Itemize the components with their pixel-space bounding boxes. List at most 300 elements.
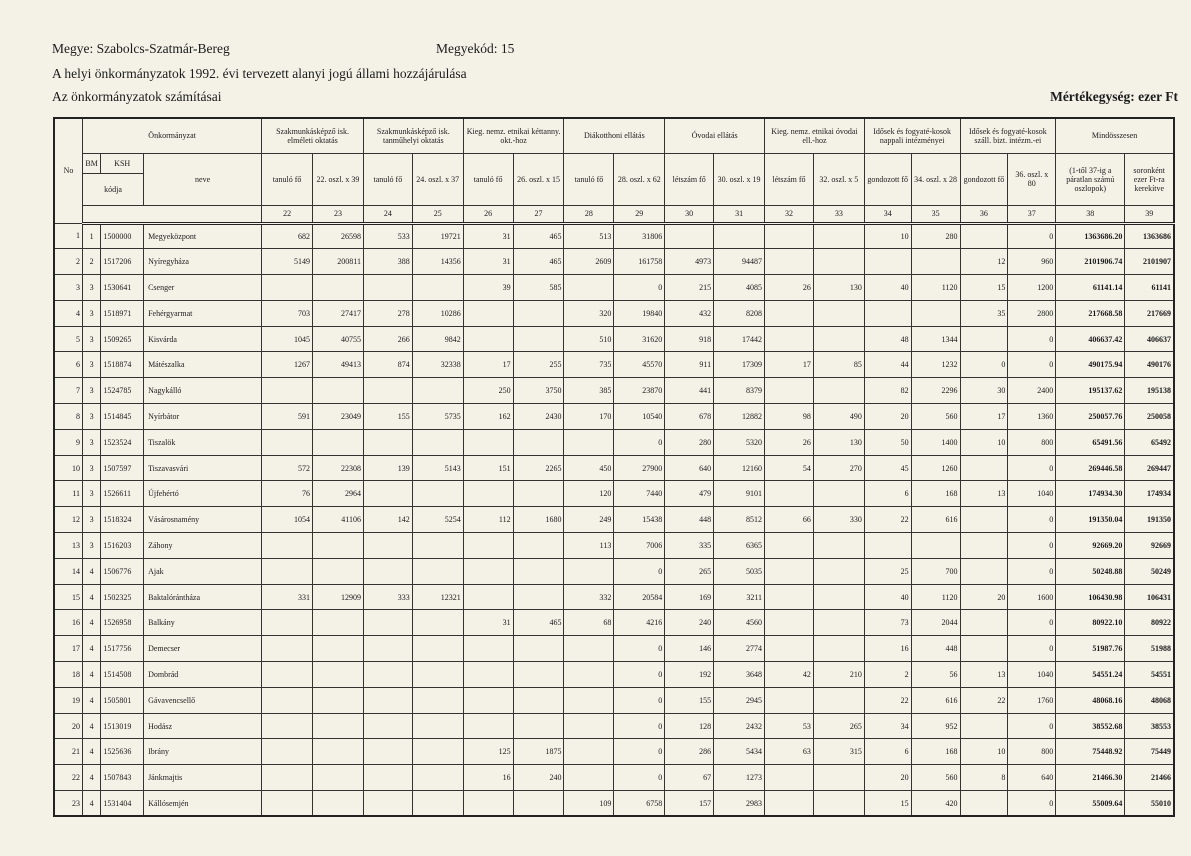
table-cell: 1526611 <box>101 481 144 507</box>
table-cell: 157 <box>665 791 714 817</box>
table-cell: 215 <box>665 275 714 301</box>
table-cell: 1267 <box>262 352 313 378</box>
table-cell <box>864 533 911 559</box>
table-cell <box>813 326 864 352</box>
table-cell: 6365 <box>714 533 765 559</box>
table-cell: 12160 <box>714 455 765 481</box>
table-cell: 130 <box>813 275 864 301</box>
table-cell: 14356 <box>412 249 463 275</box>
table-cell: 8208 <box>714 300 765 326</box>
table-cell <box>513 326 564 352</box>
municipality-name: Nyíregyháza <box>144 249 262 275</box>
table-cell: 450 <box>564 455 614 481</box>
table-cell: 0 <box>614 662 665 688</box>
col-39: soronként ezer Ft-ra kerekítve <box>1125 153 1174 205</box>
group-idosek-szall: Idősek és fogyaté-kosok száll. bizt. intézm.-ei <box>960 118 1056 153</box>
table-cell: 6 <box>864 481 911 507</box>
col-31: 30. oszl. x 19 <box>714 153 765 205</box>
col-ksh: KSH <box>101 153 144 173</box>
col-25: 24. oszl. x 37 <box>412 153 463 205</box>
table-cell <box>564 558 614 584</box>
table-cell: 269446.58 <box>1056 455 1125 481</box>
table-cell: 1760 <box>1008 687 1056 713</box>
table-cell <box>813 378 864 404</box>
table-cell <box>313 610 364 636</box>
table-cell: 8 <box>54 404 83 430</box>
table-cell: 700 <box>911 558 960 584</box>
col-22: tanuló fő <box>262 153 313 205</box>
col-onkormanyzat: Önkormányzat <box>83 118 262 153</box>
table-cell: 1531404 <box>101 791 144 817</box>
table-cell <box>412 713 463 739</box>
col-34: gondozott fő <box>864 153 911 205</box>
table-cell <box>463 481 513 507</box>
table-cell: 82 <box>864 378 911 404</box>
table-cell: 16 <box>463 765 513 791</box>
table-cell: 1120 <box>911 584 960 610</box>
table-cell: 15438 <box>614 507 665 533</box>
table-cell: 5 <box>54 326 83 352</box>
table-cell: 0 <box>1008 636 1056 662</box>
table-cell <box>513 584 564 610</box>
table-cell: 26 <box>765 429 814 455</box>
table-cell: 250057.76 <box>1056 404 1125 430</box>
table-cell <box>813 249 864 275</box>
table-cell <box>363 687 412 713</box>
table-cell: 0 <box>614 429 665 455</box>
table-cell <box>463 558 513 584</box>
table-cell: 12321 <box>412 584 463 610</box>
table-cell: 448 <box>911 636 960 662</box>
table-cell: 320 <box>564 300 614 326</box>
table-cell: 5035 <box>714 558 765 584</box>
table-cell: 68 <box>564 610 614 636</box>
col-neve: neve <box>144 153 262 205</box>
municipality-name: Újfehértó <box>144 481 262 507</box>
table-cell <box>765 533 814 559</box>
table-cell: 490 <box>813 404 864 430</box>
table-cell <box>262 713 313 739</box>
table-cell: 4 <box>54 300 83 326</box>
table-cell: 146 <box>665 636 714 662</box>
table-cell: 65492 <box>1125 429 1174 455</box>
table-cell <box>363 558 412 584</box>
col-23: 22. oszl. x 39 <box>313 153 364 205</box>
table-cell <box>363 533 412 559</box>
table-cell: 49413 <box>313 352 364 378</box>
table-cell: 560 <box>911 765 960 791</box>
table-cell: 1 <box>83 223 101 249</box>
table-cell: 65491.56 <box>1056 429 1125 455</box>
table-cell: 3 <box>83 481 101 507</box>
col-33: 32. oszl. x 5 <box>813 153 864 205</box>
table-cell: 3 <box>83 275 101 301</box>
table-cell <box>813 481 864 507</box>
table-cell: 286 <box>665 739 714 765</box>
table-cell: 1360 <box>1008 404 1056 430</box>
table-cell: 388 <box>363 249 412 275</box>
table-row <box>54 404 1174 430</box>
table-row <box>54 687 1174 713</box>
table-cell <box>262 739 313 765</box>
table-cell <box>363 481 412 507</box>
table-cell <box>960 455 1008 481</box>
table-cell <box>262 765 313 791</box>
document-title: A helyi önkormányzatok 1992. évi tervezett alanyi jogú állami hozzájárulása <box>52 66 467 81</box>
group-etnikai-okt: Kieg. nemz. etnikai kéttanny. okt.-hoz <box>463 118 564 153</box>
table-cell: 1875 <box>513 739 564 765</box>
table-cell <box>463 300 513 326</box>
table-cell: 5149 <box>262 249 313 275</box>
table-cell <box>363 275 412 301</box>
table-cell: 2 <box>864 662 911 688</box>
table-cell: 2296 <box>911 378 960 404</box>
table-cell: 6 <box>864 739 911 765</box>
table-cell: 10 <box>864 223 911 249</box>
table-cell <box>513 713 564 739</box>
table-cell: 10286 <box>412 300 463 326</box>
municipality-name: Csenger <box>144 275 262 301</box>
table-cell: 2101906.74 <box>1056 249 1125 275</box>
table-cell: 34 <box>864 713 911 739</box>
col-number-38: 38 <box>1056 205 1125 223</box>
table-cell: 406637 <box>1125 326 1174 352</box>
table-cell <box>765 378 814 404</box>
table-cell: 2 <box>54 249 83 275</box>
table-cell: 250058 <box>1125 404 1174 430</box>
table-cell: 26598 <box>313 223 364 249</box>
table-cell <box>911 249 960 275</box>
table-cell: 54551.24 <box>1056 662 1125 688</box>
table-cell <box>564 636 614 662</box>
table-cell: 735 <box>564 352 614 378</box>
table-cell: 1120 <box>911 275 960 301</box>
col-number-33: 33 <box>813 205 864 223</box>
county-code-label: Megyekód: 15 <box>436 41 515 56</box>
table-cell: 151 <box>463 455 513 481</box>
table-cell: 1363686 <box>1125 223 1174 249</box>
table-cell: 19721 <box>412 223 463 249</box>
municipality-name: Ibrány <box>144 739 262 765</box>
table-cell: 0 <box>1008 713 1056 739</box>
table-cell <box>463 636 513 662</box>
table-cell: 22 <box>864 687 911 713</box>
table-cell <box>412 481 463 507</box>
table-cell: 265 <box>813 713 864 739</box>
table-cell <box>363 610 412 636</box>
municipality-name: Dombrád <box>144 662 262 688</box>
table-cell: 2774 <box>714 636 765 662</box>
table-cell: 0 <box>1008 533 1056 559</box>
table-cell <box>714 223 765 249</box>
municipality-name: Fehérgyarmat <box>144 300 262 326</box>
table-cell <box>765 610 814 636</box>
table-cell: 1040 <box>1008 662 1056 688</box>
table-cell <box>262 378 313 404</box>
table-cell: 20 <box>864 765 911 791</box>
table-row <box>54 300 1174 326</box>
table-cell: 200811 <box>313 249 364 275</box>
table-cell: 3 <box>83 352 101 378</box>
table-cell: 12 <box>960 249 1008 275</box>
table-cell: 20 <box>960 584 1008 610</box>
table-cell: 1680 <box>513 507 564 533</box>
table-cell: 139 <box>363 455 412 481</box>
table-cell: 490176 <box>1125 352 1174 378</box>
table-cell: 703 <box>262 300 313 326</box>
table-cell: 48 <box>864 326 911 352</box>
table-cell: 22308 <box>313 455 364 481</box>
table-cell <box>363 662 412 688</box>
col-38: (1-től 37-ig a páratlan számú oszlopok) <box>1056 153 1125 205</box>
table-cell: 67 <box>665 765 714 791</box>
table-cell <box>813 765 864 791</box>
table-cell: 51987.76 <box>1056 636 1125 662</box>
table-cell <box>313 275 364 301</box>
table-cell: 1600 <box>1008 584 1056 610</box>
table-cell <box>960 507 1008 533</box>
table-cell <box>262 662 313 688</box>
table-cell: 1524785 <box>101 378 144 404</box>
table-cell <box>813 636 864 662</box>
table-cell: 42 <box>765 662 814 688</box>
table-row <box>54 275 1174 301</box>
table-cell: 4 <box>83 636 101 662</box>
table-cell: 66 <box>765 507 814 533</box>
table-cell: 420 <box>911 791 960 817</box>
table-cell <box>412 765 463 791</box>
table-row <box>54 507 1174 533</box>
table-cell: 7006 <box>614 533 665 559</box>
table-cell <box>960 791 1008 817</box>
col-number-24: 24 <box>363 205 412 223</box>
table-cell <box>765 249 814 275</box>
table-cell: 27900 <box>614 455 665 481</box>
table-cell: 73 <box>864 610 911 636</box>
table-cell: 98 <box>765 404 814 430</box>
table-cell: 616 <box>911 507 960 533</box>
table-cell: 16 <box>864 636 911 662</box>
table-cell: 54 <box>765 455 814 481</box>
group-idosek-nappali: Idősek és fogyaté-kosok nappali intézményei <box>864 118 960 153</box>
table-cell <box>960 713 1008 739</box>
table-cell: 640 <box>665 455 714 481</box>
table-cell: 17 <box>765 352 814 378</box>
table-cell: 441 <box>665 378 714 404</box>
table-cell: 21 <box>54 739 83 765</box>
col-number-32: 32 <box>765 205 814 223</box>
col-37: 36. oszl. x 80 <box>1008 153 1056 205</box>
table-cell <box>864 300 911 326</box>
table-cell: 170 <box>564 404 614 430</box>
table-cell: 75448.92 <box>1056 739 1125 765</box>
table-cell: 3 <box>83 507 101 533</box>
table-cell: 4 <box>83 584 101 610</box>
table-cell: 280 <box>665 429 714 455</box>
table-cell <box>813 584 864 610</box>
table-cell: 678 <box>665 404 714 430</box>
table-cell: 5143 <box>412 455 463 481</box>
table-cell: 54551 <box>1125 662 1174 688</box>
table-cell: 0 <box>614 739 665 765</box>
table-cell: 22 <box>864 507 911 533</box>
table-cell: 1516203 <box>101 533 144 559</box>
table-cell: 20584 <box>614 584 665 610</box>
table-cell <box>765 300 814 326</box>
table-cell: 591 <box>262 404 313 430</box>
table-cell: 41106 <box>313 507 364 533</box>
table-cell: 31806 <box>614 223 665 249</box>
table-cell: 191350 <box>1125 507 1174 533</box>
table-cell: 155 <box>363 404 412 430</box>
table-cell: 952 <box>911 713 960 739</box>
table-row <box>54 533 1174 559</box>
document-subtitle: Az önkormányzatok számításai <box>52 89 222 104</box>
table-cell: 1513019 <box>101 713 144 739</box>
table-cell: 1400 <box>911 429 960 455</box>
table-cell: 1523524 <box>101 429 144 455</box>
table-cell: 19840 <box>614 300 665 326</box>
table-row <box>54 610 1174 636</box>
table-cell: 1054 <box>262 507 313 533</box>
table-cell: 30 <box>960 378 1008 404</box>
table-cell: 385 <box>564 378 614 404</box>
table-cell: 2400 <box>1008 378 1056 404</box>
table-cell <box>813 533 864 559</box>
table-cell: 1514845 <box>101 404 144 430</box>
table-cell <box>412 429 463 455</box>
municipality-name: Nagykálló <box>144 378 262 404</box>
col-29: 28. oszl. x 62 <box>614 153 665 205</box>
table-cell <box>513 636 564 662</box>
table-cell: 22 <box>960 687 1008 713</box>
col-number-27: 27 <box>513 205 564 223</box>
table-cell <box>412 636 463 662</box>
table-cell: 2430 <box>513 404 564 430</box>
table-cell: 50248.88 <box>1056 558 1125 584</box>
table-cell <box>412 791 463 817</box>
table-cell <box>463 791 513 817</box>
table-cell: 21466 <box>1125 765 1174 791</box>
allocation-table <box>53 117 1175 817</box>
municipality-name: Hodász <box>144 713 262 739</box>
table-cell: 3211 <box>714 584 765 610</box>
table-cell: 465 <box>513 223 564 249</box>
table-cell <box>765 791 814 817</box>
table-cell: 616 <box>911 687 960 713</box>
table-cell: 168 <box>911 739 960 765</box>
col-number-22: 22 <box>262 205 313 223</box>
table-cell: 0 <box>1008 352 1056 378</box>
table-cell: 0 <box>614 687 665 713</box>
table-row <box>54 558 1174 584</box>
table-cell <box>313 558 364 584</box>
table-cell: 53 <box>765 713 814 739</box>
table-cell: 85 <box>813 352 864 378</box>
table-cell: 23870 <box>614 378 665 404</box>
table-cell: 9 <box>54 429 83 455</box>
table-row <box>54 429 1174 455</box>
col-number-34: 34 <box>864 205 911 223</box>
table-cell: 800 <box>1008 739 1056 765</box>
col-26: tanuló fő <box>463 153 513 205</box>
table-cell: 1518874 <box>101 352 144 378</box>
table-cell <box>313 765 364 791</box>
unit-label: Mértékegység: ezer Ft <box>1050 89 1178 104</box>
table-cell: 255 <box>513 352 564 378</box>
table-cell: 38552.68 <box>1056 713 1125 739</box>
table-cell: 2800 <box>1008 300 1056 326</box>
table-cell: 120 <box>564 481 614 507</box>
table-cell: 10 <box>960 429 1008 455</box>
table-cell: 1 <box>54 223 83 249</box>
table-cell: 55010 <box>1125 791 1174 817</box>
table-cell: 335 <box>665 533 714 559</box>
table-cell <box>564 662 614 688</box>
table-cell: 330 <box>813 507 864 533</box>
table-cell: 17442 <box>714 326 765 352</box>
table-cell: 331 <box>262 584 313 610</box>
table-cell: 94487 <box>714 249 765 275</box>
table-cell: 3 <box>83 429 101 455</box>
table-cell <box>864 249 911 275</box>
table-cell: 38553 <box>1125 713 1174 739</box>
table-cell: 4 <box>83 791 101 817</box>
group-diakotthon: Diákotthoni ellátás <box>564 118 665 153</box>
table-cell <box>564 739 614 765</box>
table-cell: 80922.10 <box>1056 610 1125 636</box>
table-cell: 195137.62 <box>1056 378 1125 404</box>
table-cell: 5320 <box>714 429 765 455</box>
table-cell: 1344 <box>911 326 960 352</box>
table-cell: 4 <box>83 713 101 739</box>
municipality-name: Demecser <box>144 636 262 662</box>
table-cell <box>412 275 463 301</box>
table-cell <box>564 275 614 301</box>
table-cell: 0 <box>1008 558 1056 584</box>
table-cell <box>412 378 463 404</box>
table-cell: 278 <box>363 300 412 326</box>
table-cell: 168 <box>911 481 960 507</box>
table-cell <box>412 558 463 584</box>
table-cell <box>363 429 412 455</box>
table-cell <box>765 687 814 713</box>
table-cell <box>960 558 1008 584</box>
table-cell: 125 <box>463 739 513 765</box>
col-24: tanuló fő <box>363 153 412 205</box>
table-cell: 0 <box>1008 326 1056 352</box>
table-cell: 0 <box>1008 455 1056 481</box>
table-cell: 1525636 <box>101 739 144 765</box>
table-cell: 4 <box>83 558 101 584</box>
table-cell <box>363 713 412 739</box>
group-szakmunkas-tanmuhely: Szakmunkásképző isk. tanműhelyi oktatás <box>363 118 463 153</box>
table-cell <box>765 765 814 791</box>
table-cell: 31620 <box>614 326 665 352</box>
table-cell: 5254 <box>412 507 463 533</box>
table-cell <box>412 687 463 713</box>
table-cell: 1507597 <box>101 455 144 481</box>
table-cell <box>765 558 814 584</box>
table-cell: 63 <box>765 739 814 765</box>
table-cell: 174934 <box>1125 481 1174 507</box>
table-cell: 50 <box>864 429 911 455</box>
table-cell <box>463 326 513 352</box>
table-cell <box>313 378 364 404</box>
table-cell: 2432 <box>714 713 765 739</box>
table-cell <box>313 713 364 739</box>
table-cell: 112 <box>463 507 513 533</box>
